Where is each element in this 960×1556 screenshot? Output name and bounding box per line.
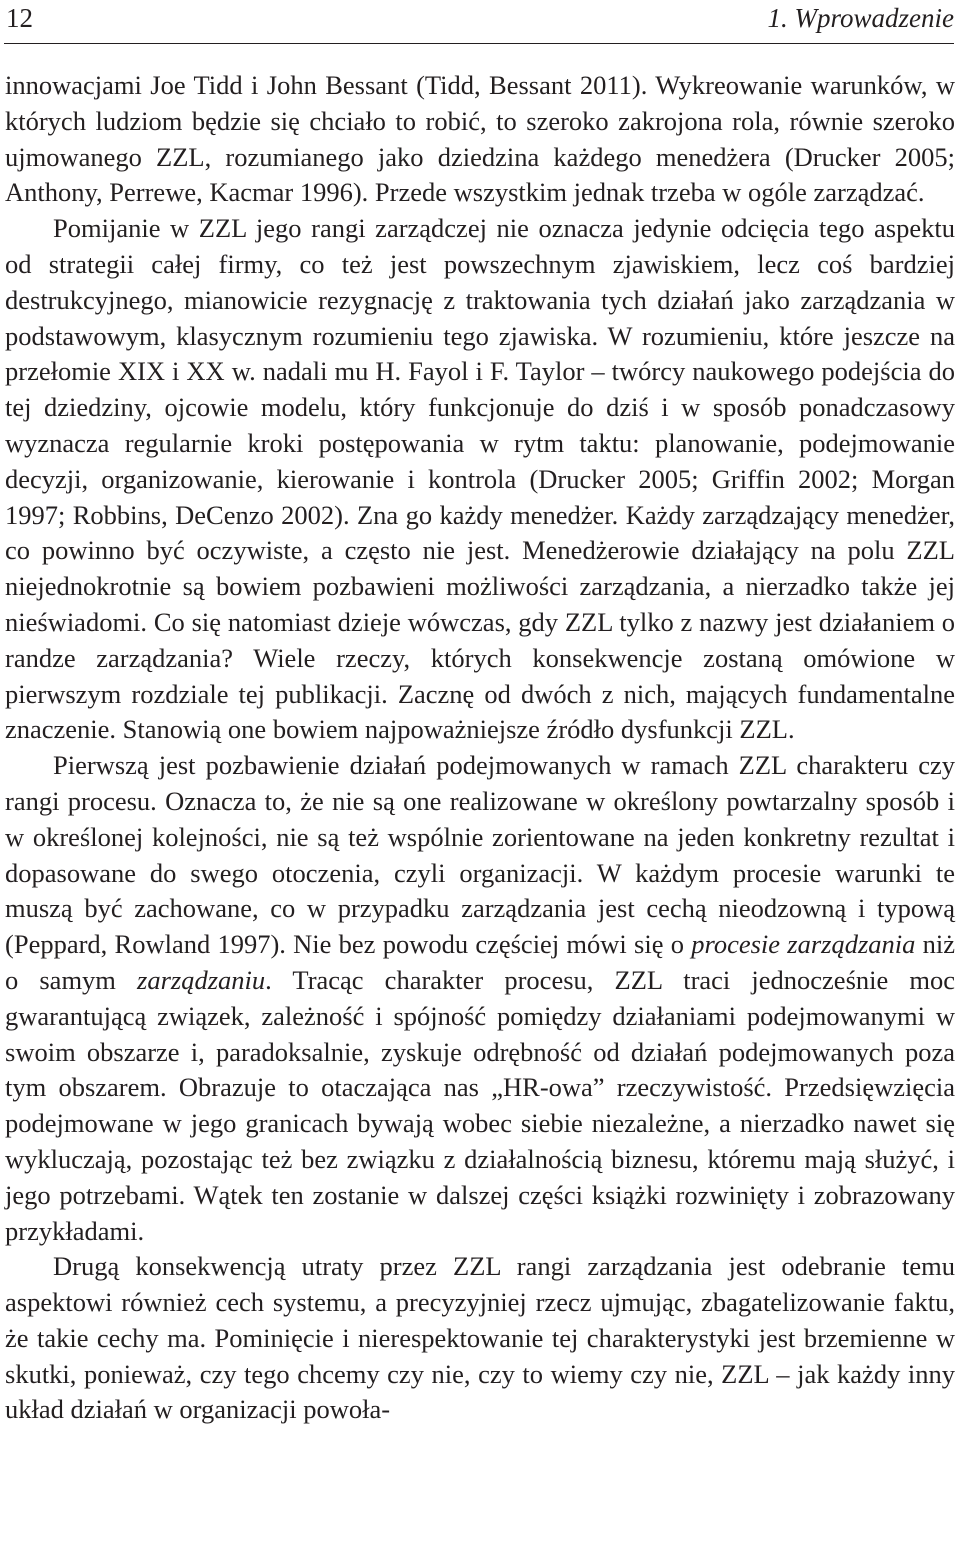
paragraph-3 (5, 748, 955, 1249)
page-number: 12 (6, 3, 33, 33)
paragraph-1: innowacjami Joe Tidd i John Bessant (Tidd, Bessant 2011). Wykreowanie warunków, w których ludziom będzie się chciało to robić, to szeroko zakrojona rola, równie szeroko ujmowanego ZZL, rozumianego jako dziedzina każdego menedżera (Drucker 2005; Anthony, Perrewe, Kacmar 1996). Przede wszystkim jednak trzeba w ogóle zarządzać. (5, 70, 955, 208)
running-head: 1. Wprowadzenie (767, 3, 954, 33)
italic-term-procesie-zarzadzania: procesie zarządzania (691, 929, 916, 960)
paragraph-3-part-2: niż o samym (5, 929, 956, 995)
paragraph-3-part-1: Pierwszą jest pozbawienie działań podejmowanych w ramach ZZL charakteru czy rangi procesu. Oznacza to, że nie są one realizowane w określony powtarzalny sposób i w określonej kolejności, nie są też wspólnie zorientowane na jeden konkretny rezultat i dopasowane do swego otoczenia, czyli organizacji. W każdym procesie warunki te muszą być zachowane, co w przypadku zarządzania jest cechą nieodzowną i typową (Peppard, Rowland 1997). Nie bez powodu częściej mówi się o (5, 750, 955, 960)
paragraph-2: Pomijanie w ZZL jego rangi zarządczej nie oznacza jedynie odcięcia tego aspektu od strategii całej firmy, co też jest powszechnym zjawiskiem, lecz coś bardziej destrukcyjnego, mianowicie rezygnację z traktowania tych działań jako zarządzania w podstawowym, klasycznym rozumieniu tego zjawiska. W rozumieniu, które jeszcze na przełomie XIX i XX w. nadali mu H. Fayol i F. Taylor – twórcy naukowego podejścia do tej dziedziny, ojcowie modelu, który funkcjonuje do dziś i w sposób ponadczasowy wyznacza regularnie kroki postępowania w rytm taktu: planowanie, podejmowanie decyzji, organizowanie, kierowanie i kontrola (Drucker 2005; Griffin 2002; Morgan 1997; Robbins, DeCenzo 2002). Zna go każdy menedżer. Każdy zarządzający menedżer, co powinno być oczywiste, a często nie jest. Menedżerowie działający na polu ZZL niejednokrotnie są bowiem pozbawieni możliwości zarządzania, a nierzadko także jej nieświadomi. Co się natomiast dzieje wówczas, gdy ZZL tylko z nazwy jest działaniem o randze zarządzania? Wiele rzeczy, których konsekwencje zostaną omówione w pierwszym rozdziale tej publikacji. Zacznę od dwóch z nich, mających fundamentalne znaczenie. Stanowią one bowiem najpoważniejsze źródło dysfunkcji ZZL. (5, 213, 955, 745)
italic-term-zarzadzaniu: zarządzaniu (137, 964, 266, 995)
header-rule (4, 43, 954, 44)
body-text (5, 68, 955, 1428)
paragraph-4: Drugą konsekwencją utraty przez ZZL rangi zarządzania jest odebranie temu aspektowi również cech systemu, a precyzyjniej rzecz ujmując, zbagatelizowanie faktu, że takie cechy ma. Pominięcie i nierespektowanie tej charakterystyki jest brzemienne w skutki, ponieważ, czy tego chcemy czy nie, czy to wiemy czy nie, ZZL – jak każdy inny układ działań w organizacji powoła- (5, 1251, 955, 1425)
page-header (4, 2, 954, 34)
paragraph-3-part-3: . Tracąc charakter procesu, ZZL traci jednocześnie moc gwarantującą związek, zależność i spójność pomiędzy działaniami podejmowanymi w swoim obszarze i, paradoksalnie, zyskuje odrębność od działań podejmowanych poza tym obszarem. Obrazuje to otaczająca nas „HR-owa” rzeczywistość. Przedsięwzięcia podejmowane w jego granicach bywają wobec siebie niezależne, a nierzadko nawet się wykluczają, pozostając też bez związku z działalnością biznesu, któremu mają służyć, i jego potrzebami. Wątek ten zostanie w dalszej części książki rozwinięty i zobrazowany przykładami. (5, 964, 955, 1246)
